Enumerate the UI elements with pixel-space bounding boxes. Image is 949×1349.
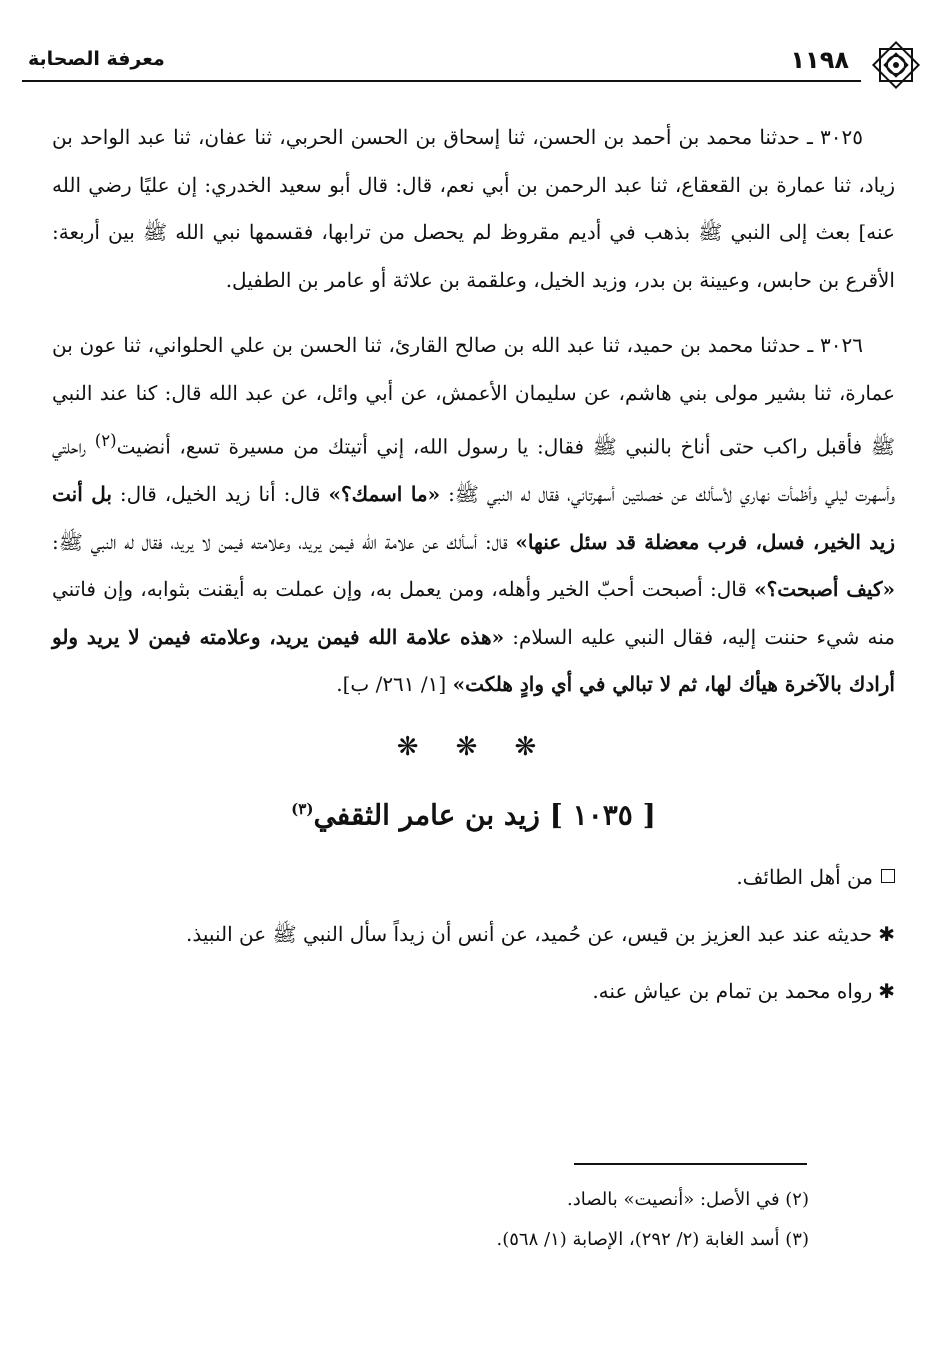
header-rule [22,80,861,82]
footnote-marker-3: (٣) [291,799,314,818]
hadith-3025: ٣٠٢٥ ـ حدثنا محمد بن أحمد بن الحسن، ثنا إسحاق بن الحسن الحربي، ثنا عفان، ثنا عبد الواحد بن زياد، ثنا عمارة بن القعقاع، ثنا عبد الرحمن بن أبي نعم، قال: قال أبو سعيد الخدري: إن عليًا رضي الله عنه] بعث إلى النبي ﷺ بذهب في أديم مقروظ لم يحصل من ترابها، فقسمها نبي الله ﷺ بين أربعة: الأقرع بن حابس، وعيينة بن بدر، وزيد الخيل، وعلقمة بن علاثة أو عامر بن الطفيل. [52,125,895,292]
running-title: معرفة الصحابة [28,48,165,70]
entry-origin [52,849,895,906]
prophet-quote-1: «ما اسمك؟» [328,482,441,507]
entry-narration [52,906,895,963]
entry-narration-text: حديثه عند عبد العزيز بن قيس، عن حُميد، عن أنس أن زيداً سأل النبي ﷺ عن النبيذ. [186,921,873,946]
footnote-rule [574,1163,807,1165]
hadith-3026-part2: راحلتي وأسهرت ليلي وأظمأت نهاري لأسألك عن خصلتين أسهرتاني، فقال له النبي ﷺ: [52,434,896,507]
page-number: ١١٩٨ [790,46,849,74]
octagram-ornament-icon [869,38,923,92]
hadith-3026-part1: ٣٠٢٦ ـ حدثنا محمد بن حميد، ثنا عبد الله بن صالح القارئ، ثنا الحسن بن علي الحلواني، ثنا عون بن عمارة، ثنا بشير مولى بني هاشم، عن سليمان الأعمش، عن أبي وائل، عن عبد الله قال: كنا عند النبي ﷺ فأقبل راكب حتى أناخ بالنبي ﷺ فقال: يا رسول الله، إني أتيتك من مسيرة تسع، أنضيت [52,333,895,459]
prophet-quote-4: «هذه علامة الله فيمن يريد، وعلامته فيمن لا يريد ولو أرادك بالآخرة هيأك لها، ثم لا تبالي في أي وادٍ هلكت» [52,624,895,697]
hadith-3026-part3: قال: أنا زيد الخيل، قال: [112,482,329,507]
entry-title-text: [ ١٠٣٥ ] زيد بن عامر الثقفي [313,797,656,831]
hadith-3026 [52,322,895,709]
entry-transmitter [52,963,895,1020]
footnotes [60,1180,809,1260]
asterisk-bullet-icon: ✱ [878,921,895,946]
footnote-2: (٢) في الأصل: «أنصيت» بالصاد. [566,1189,809,1210]
square-bullet-icon [881,869,895,883]
hadith-3026-part5: قال: أصبحت أحبّ الخير وأهله، ومن يعمل به، وإن عملت به أيقنت بثوابه، وإن فاتني منه شيء حننت إليه، فقال النبي عليه السلام: [52,577,895,649]
footnote-3: (٣) أسد الغابة (٢/ ٢٩٢)، الإصابة (١/ ٥٦٨). [496,1229,809,1250]
footnote-marker-2: (٢) [94,431,117,450]
hadith-3026-part4: قال: أسألك عن علامة الله فيمن يريد، وعلامته فيمن لا يريد، فقال له النبي ﷺ: [52,529,516,554]
main-text [52,114,895,1020]
section-separator: ❋ ❋ ❋ [396,731,551,762]
entry-title [52,789,895,835]
page-header [22,38,927,84]
entry-origin-text: من أهل الطائف. [736,864,873,889]
prophet-quote-3: «كيف أصبحت؟» [754,577,895,602]
prophet-quote-2: بل أنت زيد الخير، فسل، فرب معضلة قد سئل عنها» [52,482,895,554]
entry-transmitter-text: رواه محمد بن تمام بن عياش عنه. [592,978,873,1003]
hadith-3026-part6: [١/ ٢٦١/ ب]. [336,672,453,697]
asterisk-bullet-icon: ✱ [878,978,895,1003]
